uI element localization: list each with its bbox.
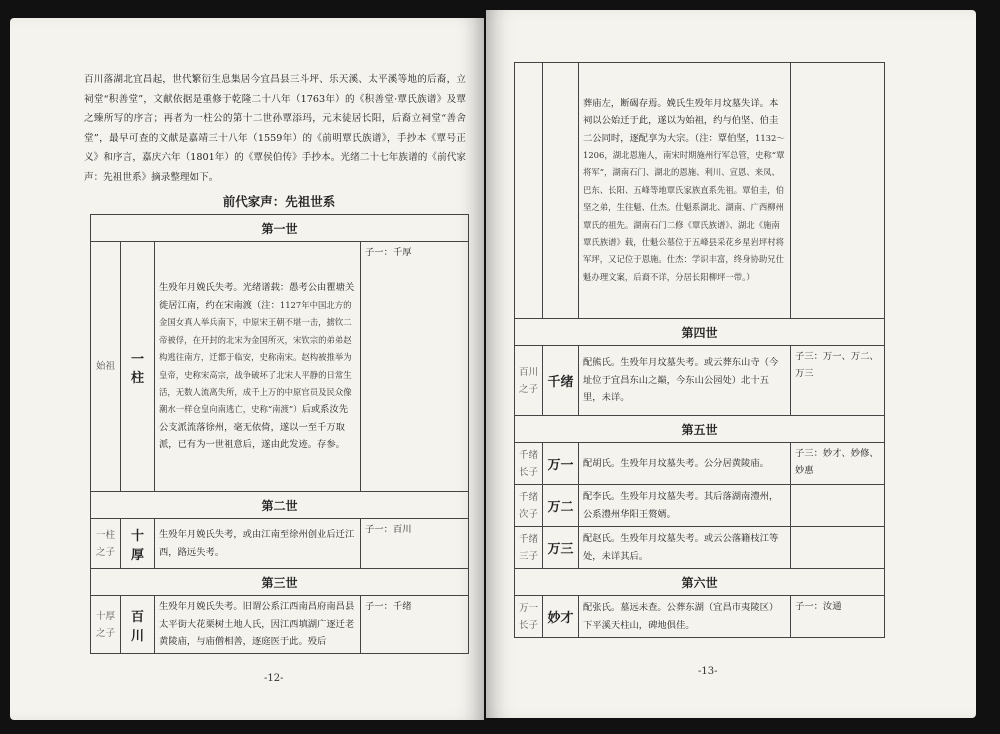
person-name: 万三 xyxy=(543,527,579,569)
generation-header: 第一世 xyxy=(91,215,469,242)
right-page xyxy=(486,10,976,718)
person-name: 万二 xyxy=(543,485,579,527)
person-name: 万一 xyxy=(543,443,579,485)
generation-header: 第三世 xyxy=(91,569,469,596)
relation-cell: 千绪长子 xyxy=(515,443,543,485)
relation-cell: 万一长子 xyxy=(515,596,543,638)
bio-text: 葬庙左，断碣存焉。娩氏生殁年月坟墓失详。本祠以公始迁于此，遂以为始祖，约与伯坚、伯圭二公同时，逐配享为大宗。（注：覃伯坚， xyxy=(583,97,779,144)
empty-cell xyxy=(515,63,543,319)
page-number: -12- xyxy=(264,673,284,684)
genealogy-table-left xyxy=(90,214,469,654)
relation-cell: 千绪次子 xyxy=(515,485,543,527)
biography-cell: 配李氏。生殁年月坟墓失考。其后落湖南澧州，公系澧州华阳王赘婿。 xyxy=(579,485,791,527)
children-cell: 子三：妙才、妙修、妙惠 xyxy=(791,443,885,485)
person-name: 千绪 xyxy=(543,346,579,416)
empty-cell xyxy=(791,63,885,319)
children-cell: 子一：千绪 xyxy=(361,596,469,654)
children-cell: 子一：千厚 xyxy=(361,242,469,492)
relation-cell: 十厚之子 xyxy=(91,596,121,654)
generation-header: 第四世 xyxy=(515,319,885,346)
children-cell: 子一：百川 xyxy=(361,519,469,569)
person-name: 百川 xyxy=(121,596,155,654)
person-name: 妙才 xyxy=(543,596,579,638)
generation-header: 第五世 xyxy=(515,416,885,443)
children-cell: 子一：汝通 xyxy=(791,596,885,638)
biography-cell: 配熊氏。生殁年月坟墓失考。或云葬东山寺（今址位于宜昌东山之巅，今东山公园处）北十五里，未详。 xyxy=(579,346,791,416)
children-cell xyxy=(791,485,885,527)
biography-cell: 配胡氏。生殁年月坟墓失考。公分居黄陵庙。 xyxy=(579,443,791,485)
biography-continuation xyxy=(579,63,791,319)
bio-text: 生殁年月娩氏失考。光绪谱载：愚考公由瞿塘关徙居江南，约在宋南渡（注： xyxy=(159,282,355,311)
intro-paragraph: 百川落湖北宜昌起，世代繁衍生息集居今宜昌县三斗坪、乐天溪、太平溪等地的后裔，立祠堂“积善堂”，文献依据是重修于乾隆二十八年（1763年）的《积善堂·覃氏族谱》及覃之臻所写的序言；再者为一柱公的第十二世孙覃添玛，元末徒居长阳，后裔立祠堂“善舍堂”，最早可查的文献是嘉靖三十八年（1559年）的《前明覃氏族谱》，手抄本《覃号正义》和序言，嘉庆六年（1801年）的《覃侯伯传》手抄本。光绪二十七年族谱的《前代家声：先祖世系》摘录整理如下。 xyxy=(84,74,466,183)
bio-text: 后或系汝先公支派流落徐州，毫无依倚，遂以一至千万取派，已有为一世祖意后，遂由此发迹。存参。 xyxy=(159,404,349,451)
empty-cell xyxy=(543,63,579,319)
relation-cell: 千绪三子 xyxy=(515,527,543,569)
children-cell xyxy=(791,527,885,569)
biography-cell: 配张氏。墓远未查。公葬东湖（宜昌市夷陵区）下平溪天柱山，碑地俱佳。 xyxy=(579,596,791,638)
biography-cell: 生殁年月娩氏失考。旧谓公系江西南昌府南昌县太平街大花栗树土地人氏，因江西填湖广逐迁老黄陵庙，与庙僧相善，逐庭医于此。殁后 xyxy=(155,596,361,654)
page-number: -13- xyxy=(698,666,718,677)
person-name: 一柱 xyxy=(121,242,155,492)
bio-note: 1127年中国北方的金国女真人举兵南下，中原宋王朝不堪一击，掳钦二帝被俘，在开封的北宋为金国所灭，宋钦宗的弟弟赵构逃往南方，迁都于临安，史称南宋。赵构被推举为皇帝，史称宋高宗，战争破坏了北宋人平静的日常生活，无数人流离失所，成千上万的中原官员及民众像潮水一样仓皇向南逃亡，史称“南渡”） xyxy=(159,299,352,415)
section-title: 前代家声：先祖世系 xyxy=(222,194,336,209)
biography-cell: 配赵氏。生殁年月坟墓失考。或云公落籍枝江等处，未详其后。 xyxy=(579,527,791,569)
bio-note: 1132～1206，湖北恩施人，南宋时期施州行军总管，史称“覃将军”，湖南石门、湖北的恩施、利川、宣恩、来凤、巴东、长阳、五峰等地覃氏家族直系先祖。覃伯圭，伯坚之弟，生往魁、仕杰。仕魁系湖北、湖南、广西柳州覃氏的祖先。湖南石门二修《覃氏族谱》、湖北《施南覃氏族谱》载，仕魁公墓位于五峰县采花乡星岩坪村将军坪，又记位于恩施。仕杰：学识丰富，终身协助兄仕魁办理文案，后裔不详，分居长阳柳坪一带。） xyxy=(583,132,785,282)
relation-cell: 一柱之子 xyxy=(91,519,121,569)
genealogy-table-right xyxy=(514,62,885,638)
generation-header: 第二世 xyxy=(91,492,469,519)
biography-cell xyxy=(155,242,361,492)
generation-header: 第六世 xyxy=(515,569,885,596)
relation-cell: 始祖 xyxy=(91,242,121,492)
left-page xyxy=(10,18,484,720)
relation-cell: 百川之子 xyxy=(515,346,543,416)
biography-cell: 生殁年月娩氏失考，或由江南至徐州创业后迁江西，路远失考。 xyxy=(155,519,361,569)
children-cell: 子三：万一、万二、万三 xyxy=(791,346,885,416)
person-name: 十厚 xyxy=(121,519,155,569)
